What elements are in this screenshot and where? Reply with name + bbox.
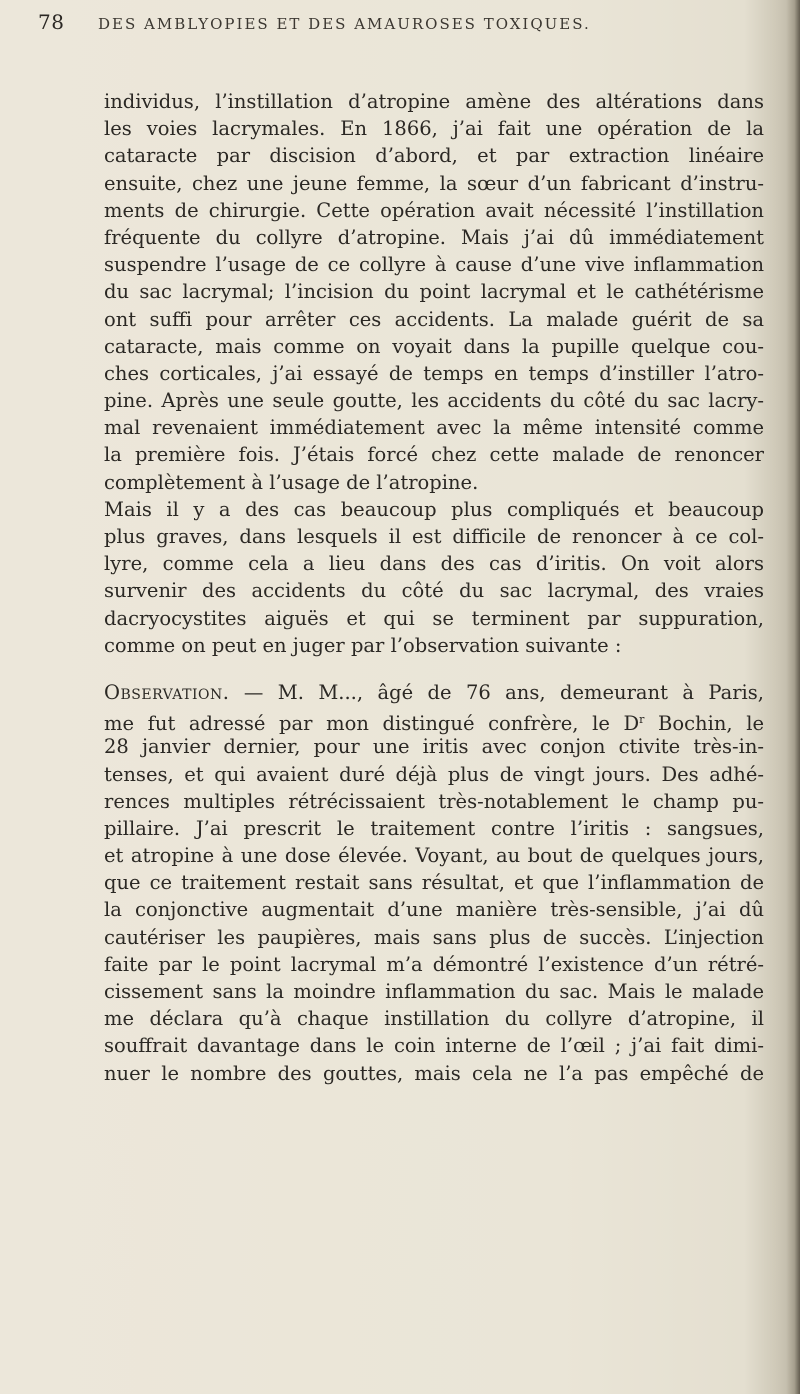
observation-line-text: Bochin, le bbox=[644, 712, 765, 736]
text-line: faite par le point lacrymal m’a démontré l’existence d’un rétré- bbox=[104, 952, 764, 976]
text-line: les voies lacrymales. En 1866, j’ai fait une opération de la bbox=[104, 117, 764, 141]
text-line: la première fois. J’étais forcé chez cette malade de renoncer bbox=[104, 443, 764, 467]
text-line: ments de chirurgie. Cette opération avait nécessité l’instillation bbox=[104, 198, 764, 222]
text-line: comme on peut en juger par l’observation suivante : bbox=[104, 633, 622, 657]
text-line: mal revenaient immédiatement avec la même intensité comme bbox=[104, 416, 764, 440]
text-line: ensuite, chez une jeune femme, la sœur d’un fabricant d’instru- bbox=[104, 171, 764, 195]
text-line: nuer le nombre des gouttes, mais cela ne l’a pas empêché de bbox=[104, 1061, 764, 1085]
text-line: cataracte par discision d’abord, et par extraction linéaire bbox=[104, 144, 764, 168]
page-header bbox=[38, 8, 758, 38]
observation-first-line-text: — M. M..., âgé de 76 ans, demeurant à Paris, bbox=[229, 680, 764, 704]
text-line: dacryocystites aiguës et qui se terminent par suppuration, bbox=[104, 606, 764, 630]
text-line: plus graves, dans lesquels il est difficile de renoncer à ce col- bbox=[104, 525, 764, 548]
text-line: fréquente du collyre d’atropine. Mais j’ai dû immédiatement bbox=[104, 225, 764, 249]
text-line: cissement sans la moindre inflammation du sac. Mais le malade bbox=[104, 980, 764, 1003]
observation-heading: Observation. bbox=[104, 680, 230, 704]
text-line: suspendre l’usage de ce collyre à cause d’une vive inflammation bbox=[104, 253, 764, 277]
text-line: la conjonctive augmentait d’une manière très-sensible, j’ai dû bbox=[104, 898, 764, 922]
text-line: survenir des accidents du côté du sac lacrymal, des vraies bbox=[104, 579, 764, 603]
text-line: cautériser les paupières, mais sans plus de succès. L’injection bbox=[104, 925, 764, 949]
observation-line-text: me fut adressé par mon distingué confrère, le D bbox=[104, 712, 640, 736]
text-line: et atropine à une dose élevée. Voyant, au bout de quelques jours, bbox=[104, 844, 764, 868]
text-line: tenses, et qui avaient duré déjà plus de vingt jours. Des adhé- bbox=[104, 762, 764, 786]
text-line: du sac lacrymal; l’incision du point lacrymal et le cathétérisme bbox=[104, 280, 764, 304]
page-number: 78 bbox=[38, 10, 65, 34]
body-text bbox=[104, 88, 764, 1087]
text-line: pillaire. J’ai prescrit le traitement contre l’iritis : sangsues, bbox=[104, 816, 764, 840]
text-line: me déclara qu’à chaque instillation du collyre d’atropine, il bbox=[104, 1007, 764, 1031]
text-line: cataracte, mais comme on voyait dans la pupille quelque cou- bbox=[104, 334, 764, 358]
text-line: rences multiples rétrécissaient très-notablement le champ pu- bbox=[104, 789, 764, 813]
text-line: complètement à l’usage de l’atropine. bbox=[104, 470, 479, 494]
text-line: 28 janvier dernier, pour une iritis avec conjon ctivite très-in- bbox=[104, 735, 764, 759]
page-edge-shadow bbox=[786, 0, 800, 1394]
observation-second-line bbox=[104, 706, 765, 736]
paragraph-gap bbox=[104, 659, 764, 679]
text-line: ont suffi pour arrêter ces accidents. La malade guérit de sa bbox=[104, 307, 764, 331]
doctor-abbrev-superscript: r bbox=[639, 713, 645, 727]
text-line: ches corticales, j’ai essayé de temps en temps d’instiller l’atro- bbox=[104, 361, 764, 385]
running-title: DES AMBLYOPIES ET DES AMAUROSES TOXIQUES. bbox=[98, 15, 591, 33]
text-line: Mais il y a des cas beaucoup plus compliqués et beaucoup bbox=[104, 497, 764, 521]
text-line: souffrait davantage dans le coin interne de l’œil ; j’ai fait dimi- bbox=[104, 1034, 764, 1058]
text-line: que ce traitement restait sans résultat, et que l’inflammation de bbox=[104, 871, 764, 895]
text-line: lyre, comme cela a lieu dans des cas d’iritis. On voit alors bbox=[104, 552, 764, 576]
observation-first-line bbox=[104, 679, 764, 706]
text-line: pine. Après une seule goutte, les accidents du côté du sac lacry- bbox=[104, 389, 764, 413]
text-line: individus, l’instillation d’atropine amène des altérations dans bbox=[104, 90, 764, 113]
